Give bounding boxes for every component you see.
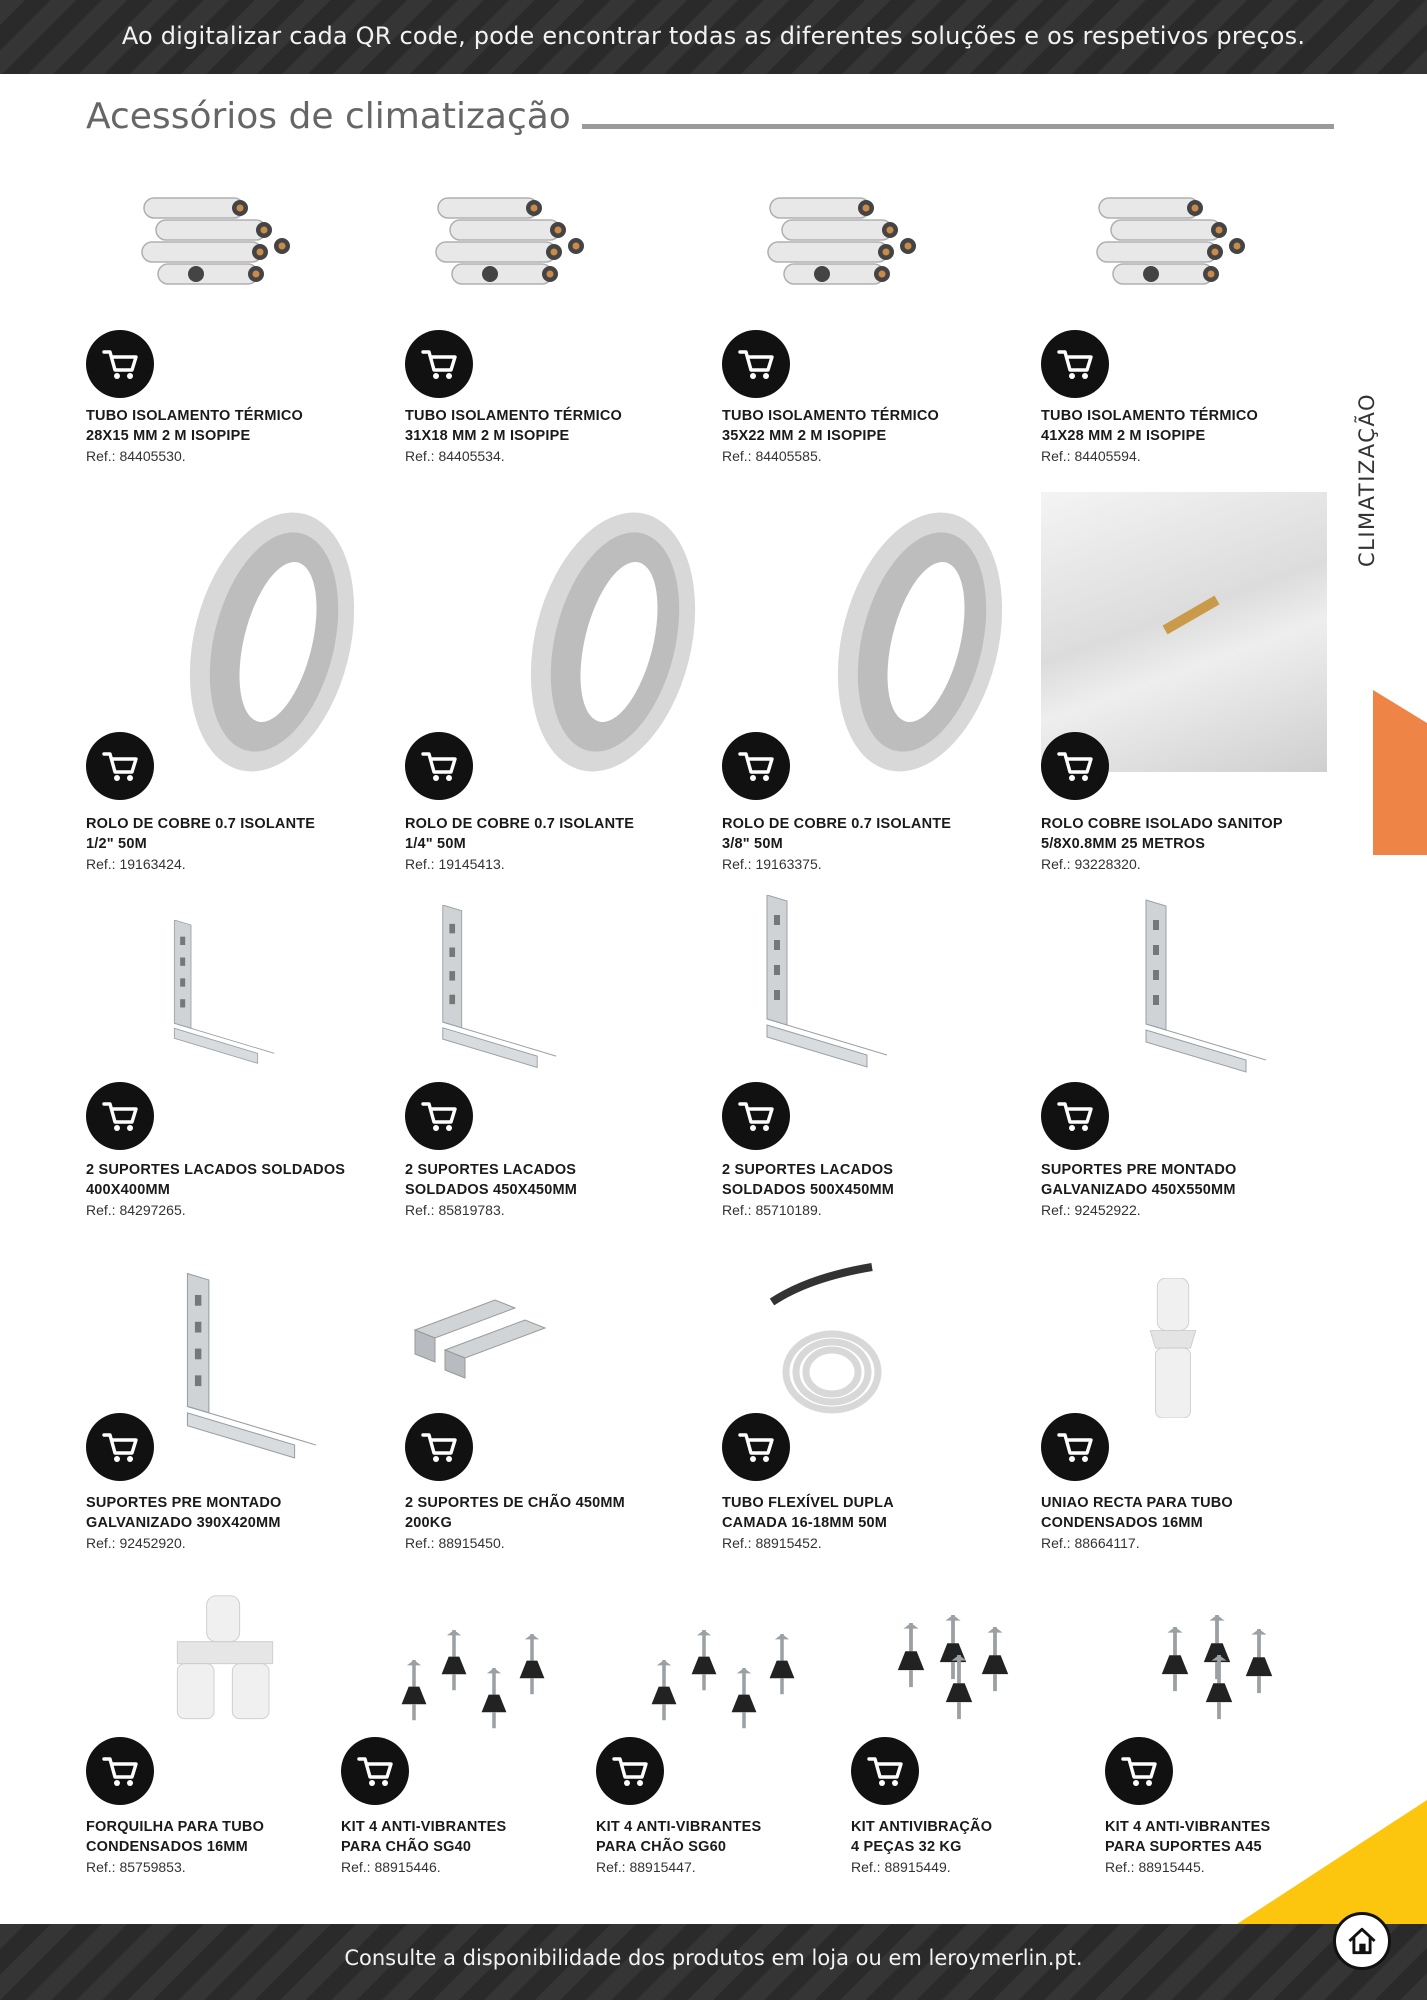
product-ref: Ref.: 84405594. xyxy=(1041,448,1141,464)
add-to-cart-button[interactable] xyxy=(1041,330,1109,398)
product-image-anti-vibration-kit xyxy=(646,1620,806,1730)
add-to-cart-button[interactable] xyxy=(1041,1082,1109,1150)
add-to-cart-button[interactable] xyxy=(86,330,154,398)
product-image-insulation-tubes xyxy=(762,190,922,300)
add-to-cart-button[interactable] xyxy=(596,1737,664,1805)
top-banner-text: Ao digitalizar cada QR code, pode encontrar todas as diferentes soluções e os respetivos preços. xyxy=(121,22,1306,50)
product-name: 2 SUPORTES LACADOS SOLDADOS 400X400MM xyxy=(86,1162,346,1198)
cart-icon xyxy=(736,344,776,384)
product-name: ROLO DE COBRE 0.7 ISOLANTE 1/4" 50M xyxy=(405,816,635,852)
product-name: KIT 4 ANTI-VIBRANTES PARA SUPORTES A45 xyxy=(1105,1819,1271,1855)
add-to-cart-button[interactable] xyxy=(722,1082,790,1150)
product-name: 2 SUPORTES LACADOS SOLDADOS 500X450MM xyxy=(722,1162,895,1198)
product-card xyxy=(1041,492,1341,882)
product-ref: Ref.: 84297265. xyxy=(86,1202,186,1218)
product-ref: Ref.: 84405530. xyxy=(86,448,186,464)
product-card xyxy=(596,1620,846,1885)
cart-icon xyxy=(419,746,459,786)
cart-icon xyxy=(355,1751,395,1791)
cart-icon xyxy=(419,344,459,384)
product-ref: Ref.: 88915449. xyxy=(851,1859,951,1875)
damper-icon xyxy=(764,1634,800,1696)
product-name: KIT ANTIVIBRAÇÃO 4 PEÇAS 32 KG xyxy=(851,1819,993,1855)
add-to-cart-button[interactable] xyxy=(86,1737,154,1805)
product-ref: Ref.: 84405585. xyxy=(722,448,822,464)
footer-bar xyxy=(0,1924,1427,2000)
add-to-cart-button[interactable] xyxy=(86,732,154,800)
cart-icon xyxy=(736,1427,776,1467)
product-card xyxy=(1041,1278,1341,1565)
add-to-cart-button[interactable] xyxy=(86,1413,154,1481)
product-image-anti-vibration-kit xyxy=(396,1620,556,1730)
top-banner xyxy=(0,0,1427,74)
product-image-copper-coil xyxy=(182,502,362,782)
product-name: SUPORTES PRE MONTADO GALVANIZADO 390X420MM xyxy=(86,1495,282,1531)
add-to-cart-button[interactable] xyxy=(405,330,473,398)
cart-icon xyxy=(100,746,140,786)
product-card xyxy=(405,1280,705,1565)
damper-icon xyxy=(514,1634,550,1696)
product-ref: Ref.: 88915450. xyxy=(405,1535,505,1551)
product-name: TUBO ISOLAMENTO TÉRMICO 31X18 MM 2 M ISOPIPE xyxy=(405,408,622,444)
section-title: Acessórios de climatização xyxy=(86,96,571,137)
cart-icon xyxy=(419,1427,459,1467)
product-ref: Ref.: 85819783. xyxy=(405,1202,505,1218)
product-image-coil-closeup xyxy=(1041,492,1327,772)
product-name: UNIAO RECTA PARA TUBO CONDENSADOS 16MM xyxy=(1041,1495,1233,1531)
product-card xyxy=(405,502,705,882)
add-to-cart-button[interactable] xyxy=(722,732,790,800)
damper-icon xyxy=(891,1623,931,1689)
damper-icon xyxy=(1199,1655,1239,1721)
product-name: TUBO ISOLAMENTO TÉRMICO 28X15 MM 2 M ISOPIPE xyxy=(86,408,303,444)
product-ref: Ref.: 88915445. xyxy=(1105,1859,1205,1875)
product-image-flexible-hose xyxy=(762,1262,882,1422)
product-ref: Ref.: 93228320. xyxy=(1041,856,1141,872)
product-card xyxy=(722,895,1022,1230)
product-ref: Ref.: 84405534. xyxy=(405,448,505,464)
product-image-insulation-tubes xyxy=(430,190,590,300)
product-card xyxy=(1041,895,1341,1230)
side-category-label: CLIMATIZAÇÃO xyxy=(1355,392,1379,568)
product-image-galvanized-bracket xyxy=(1126,895,1266,1085)
product-card xyxy=(722,190,1022,470)
product-name: 2 SUPORTES LACADOS SOLDADOS 450X450MM xyxy=(405,1162,578,1198)
cart-icon xyxy=(100,344,140,384)
product-card xyxy=(86,502,386,882)
add-to-cart-button[interactable] xyxy=(341,1737,409,1805)
product-card xyxy=(341,1620,591,1885)
product-ref: Ref.: 88915447. xyxy=(596,1859,696,1875)
product-ref: Ref.: 85759853. xyxy=(86,1859,186,1875)
add-to-cart-button[interactable] xyxy=(851,1737,919,1805)
damper-icon xyxy=(396,1660,432,1722)
damper-icon xyxy=(726,1668,762,1730)
damper-icon xyxy=(939,1655,979,1721)
product-ref: Ref.: 19163375. xyxy=(722,856,822,872)
home-button[interactable] xyxy=(1333,1912,1391,1970)
product-card xyxy=(86,1265,386,1565)
add-to-cart-button[interactable] xyxy=(1041,1413,1109,1481)
add-to-cart-button[interactable] xyxy=(405,732,473,800)
product-card xyxy=(86,1595,336,1885)
cart-icon xyxy=(100,1096,140,1136)
product-ref: Ref.: 88915452. xyxy=(722,1535,822,1551)
product-name: TUBO ISOLAMENTO TÉRMICO 35X22 MM 2 M ISOPIPE xyxy=(722,408,939,444)
product-card xyxy=(1105,1615,1355,1885)
damper-icon xyxy=(646,1660,682,1722)
add-to-cart-button[interactable] xyxy=(722,330,790,398)
product-image-floor-supports xyxy=(405,1280,565,1380)
damper-icon xyxy=(436,1630,472,1692)
product-card xyxy=(405,905,705,1230)
add-to-cart-button[interactable] xyxy=(405,1082,473,1150)
product-name: SUPORTES PRE MONTADO GALVANIZADO 450X550MM xyxy=(1041,1162,1237,1198)
product-name: KIT 4 ANTI-VIBRANTES PARA CHÃO SG40 xyxy=(341,1819,507,1855)
add-to-cart-button[interactable] xyxy=(722,1413,790,1481)
product-card xyxy=(1041,190,1341,470)
damper-icon xyxy=(975,1627,1015,1693)
product-card xyxy=(405,190,705,470)
product-image-fork-fitting xyxy=(170,1595,280,1725)
product-ref: Ref.: 88664117. xyxy=(1041,1535,1140,1551)
product-image-copper-coil xyxy=(523,502,703,782)
title-divider xyxy=(582,124,1334,129)
add-to-cart-button[interactable] xyxy=(405,1413,473,1481)
product-card xyxy=(722,502,1022,882)
side-accent-tab xyxy=(1373,690,1427,855)
product-image-wall-bracket xyxy=(146,920,286,1070)
product-name: ROLO COBRE ISOLADO SANITOP 5/8X0.8MM 25 METROS xyxy=(1041,816,1283,852)
product-image-insulation-tubes xyxy=(136,190,296,300)
product-ref: Ref.: 88915446. xyxy=(341,1859,441,1875)
damper-icon xyxy=(1155,1627,1195,1693)
cart-icon xyxy=(1119,1751,1159,1791)
cart-icon xyxy=(610,1751,650,1791)
add-to-cart-button[interactable] xyxy=(86,1082,154,1150)
product-image-wall-bracket xyxy=(742,895,892,1075)
product-image-straight-union xyxy=(1133,1278,1213,1418)
product-card xyxy=(86,190,386,470)
cart-icon xyxy=(1055,1096,1095,1136)
product-image-insulation-tubes xyxy=(1091,190,1251,300)
product-ref: Ref.: 19145413. xyxy=(405,856,505,872)
product-ref: Ref.: 85710189. xyxy=(722,1202,822,1218)
cart-icon xyxy=(100,1427,140,1467)
product-image-galvanized-bracket xyxy=(166,1265,316,1475)
cart-icon xyxy=(736,746,776,786)
cart-icon xyxy=(1055,1427,1095,1467)
product-name: TUBO ISOLAMENTO TÉRMICO 41X28 MM 2 M ISOPIPE xyxy=(1041,408,1258,444)
home-icon xyxy=(1344,1923,1380,1959)
product-name: FORQUILHA PARA TUBO CONDENSADOS 16MM xyxy=(86,1819,265,1855)
damper-icon xyxy=(476,1668,512,1730)
cart-icon xyxy=(419,1096,459,1136)
cart-icon xyxy=(1055,344,1095,384)
product-image-anti-vibration-kit xyxy=(891,1615,1051,1725)
product-image-anti-vibration-kit xyxy=(1155,1615,1315,1725)
product-image-copper-coil xyxy=(830,502,1010,782)
product-ref: Ref.: 19163424. xyxy=(86,856,186,872)
product-card xyxy=(86,920,386,1230)
product-ref: Ref.: 92452920. xyxy=(86,1535,186,1551)
product-name: 2 SUPORTES DE CHÃO 450MM 200KG xyxy=(405,1495,625,1531)
cart-icon xyxy=(1055,746,1095,786)
add-to-cart-button[interactable] xyxy=(1041,732,1109,800)
product-image-wall-bracket xyxy=(420,905,560,1075)
product-card xyxy=(851,1615,1101,1885)
product-name: KIT 4 ANTI-VIBRANTES PARA CHÃO SG60 xyxy=(596,1819,762,1855)
damper-icon xyxy=(1239,1629,1279,1695)
add-to-cart-button[interactable] xyxy=(1105,1737,1173,1805)
product-ref: Ref.: 92452922. xyxy=(1041,1202,1141,1218)
footer-text: Consulte a disponibilidade dos produtos em loja ou em leroymerlin.pt. xyxy=(344,1946,1083,1970)
cart-icon xyxy=(736,1096,776,1136)
cart-icon xyxy=(100,1751,140,1791)
cart-icon xyxy=(865,1751,905,1791)
product-card xyxy=(722,1262,1022,1565)
product-name: ROLO DE COBRE 0.7 ISOLANTE 1/2" 50M xyxy=(86,816,316,852)
damper-icon xyxy=(686,1630,722,1692)
product-name: TUBO FLEXÍVEL DUPLA CAMADA 16-18MM 50M xyxy=(722,1495,894,1531)
product-name: ROLO DE COBRE 0.7 ISOLANTE 3/8" 50M xyxy=(722,816,952,852)
